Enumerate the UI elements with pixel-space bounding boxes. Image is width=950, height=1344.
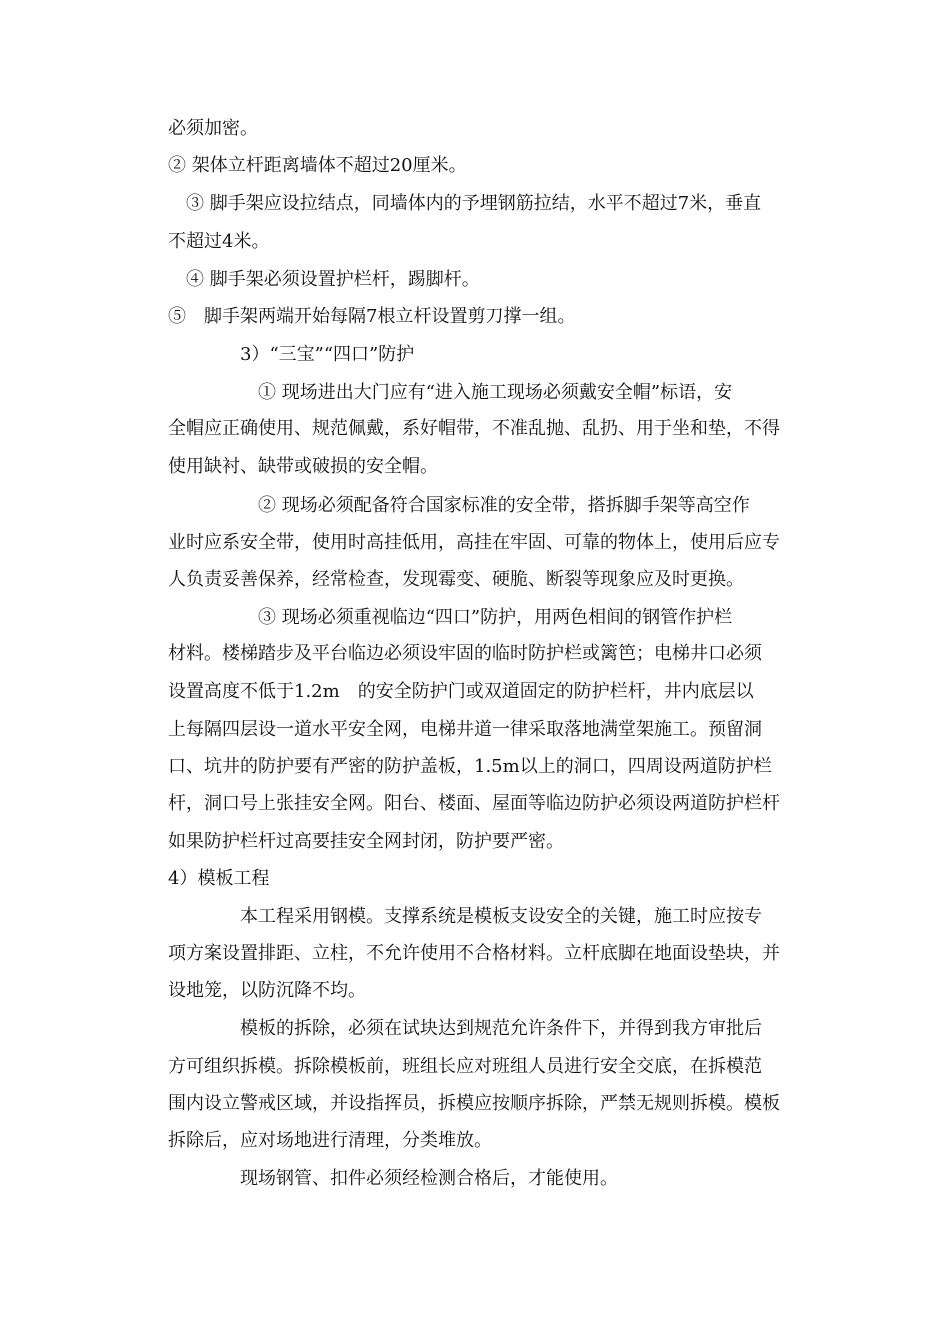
text-line: 项方案设置排距、立柱，不允许使用不合格材料。立杆底脚在地面设垫块，并 xyxy=(168,943,780,964)
text-line: 现场钢管、扣件必须经检测合格后，才能使用。 xyxy=(240,1168,618,1189)
text-line: 模板的拆除，必须在试块达到规范允许条件下，并得到我方审批后 xyxy=(240,1018,762,1039)
text-line: 人负责妥善保养，经常检查，发现霉变、硬脆、断裂等现象应及时更换。 xyxy=(168,569,744,590)
text-line: ③ 脚手架应设拉结点，同墙体内的予埋钢筋拉结，水平不超过7米，垂直 xyxy=(186,193,762,214)
text-line: ④ 脚手架必须设置护栏杆，踢脚杆。 xyxy=(186,269,480,290)
section-heading: 3）“三宝”“四口”防护 xyxy=(240,344,415,365)
text-line: 拆除后，应对场地进行清理，分类堆放。 xyxy=(168,1130,492,1151)
text-line: 全帽应正确使用、规范佩戴，系好帽带，不准乱抛、乱扔、用于坐和垫，不得 xyxy=(168,418,780,439)
text-line: 上每隔四层设一道水平安全网，电梯井道一律采取落地满堂架施工。预留洞 xyxy=(168,719,762,740)
text-line: ② 架体立杆距离墙体不超过20厘米。 xyxy=(168,155,467,176)
text-line: 业时应系安全带，使用时高挂低用，高挂在牢固、可靠的物体上，使用后应专 xyxy=(168,532,780,553)
text-line: 如果防护栏杆过高要挂安全网封闭，防护要严密。 xyxy=(168,831,564,852)
text-line: ② 现场必须配备符合国家标准的安全带，搭拆脚手架等高空作 xyxy=(258,495,750,516)
section-heading: 4）模板工程 xyxy=(168,868,270,889)
text-line: 口、坑井的防护要有严密的防护盖板，1.5m以上的洞口，四周设两道防护栏 xyxy=(168,756,772,777)
text-line: 不超过4米。 xyxy=(168,231,270,252)
text-line: 围内设立警戒区域，并设指挥员，拆模应按顺序拆除，严禁无规则拆模。模板 xyxy=(168,1093,780,1114)
text-line: ⑤ 脚手架两端开始每隔7根立杆设置剪刀撑一组。 xyxy=(168,306,576,327)
text-line: 本工程采用钢模。支撑系统是模板支设安全的关键，施工时应按专 xyxy=(240,906,762,927)
text-line: 使用缺衬、缺带或破损的安全帽。 xyxy=(168,456,438,477)
text-line: 必须加密。 xyxy=(168,118,258,139)
text-line: 杆，洞口号上张挂安全网。阳台、楼面、屋面等临边防护必须设两道防护栏杆 xyxy=(168,793,780,814)
text-line: 材料。楼梯踏步及平台临边必须设牢固的临时防护栏或篱笆；电梯井口必须 xyxy=(168,643,762,664)
text-line: 方可组织拆模。拆除模板前，班组长应对班组人员进行安全交底，在拆模范 xyxy=(168,1056,762,1077)
text-line: 设置高度不低于1.2m 的安全防护门或双道固定的防护栏杆，井内底层以 xyxy=(168,681,754,702)
text-line: ③ 现场必须重视临边“四口”防护，用两色相间的钢管作护栏 xyxy=(258,607,733,628)
text-line: ① 现场进出大门应有“进入施工现场必须戴安全帽”标语，安 xyxy=(258,382,733,403)
text-line: 设地笼，以防沉降不均。 xyxy=(168,980,366,1001)
